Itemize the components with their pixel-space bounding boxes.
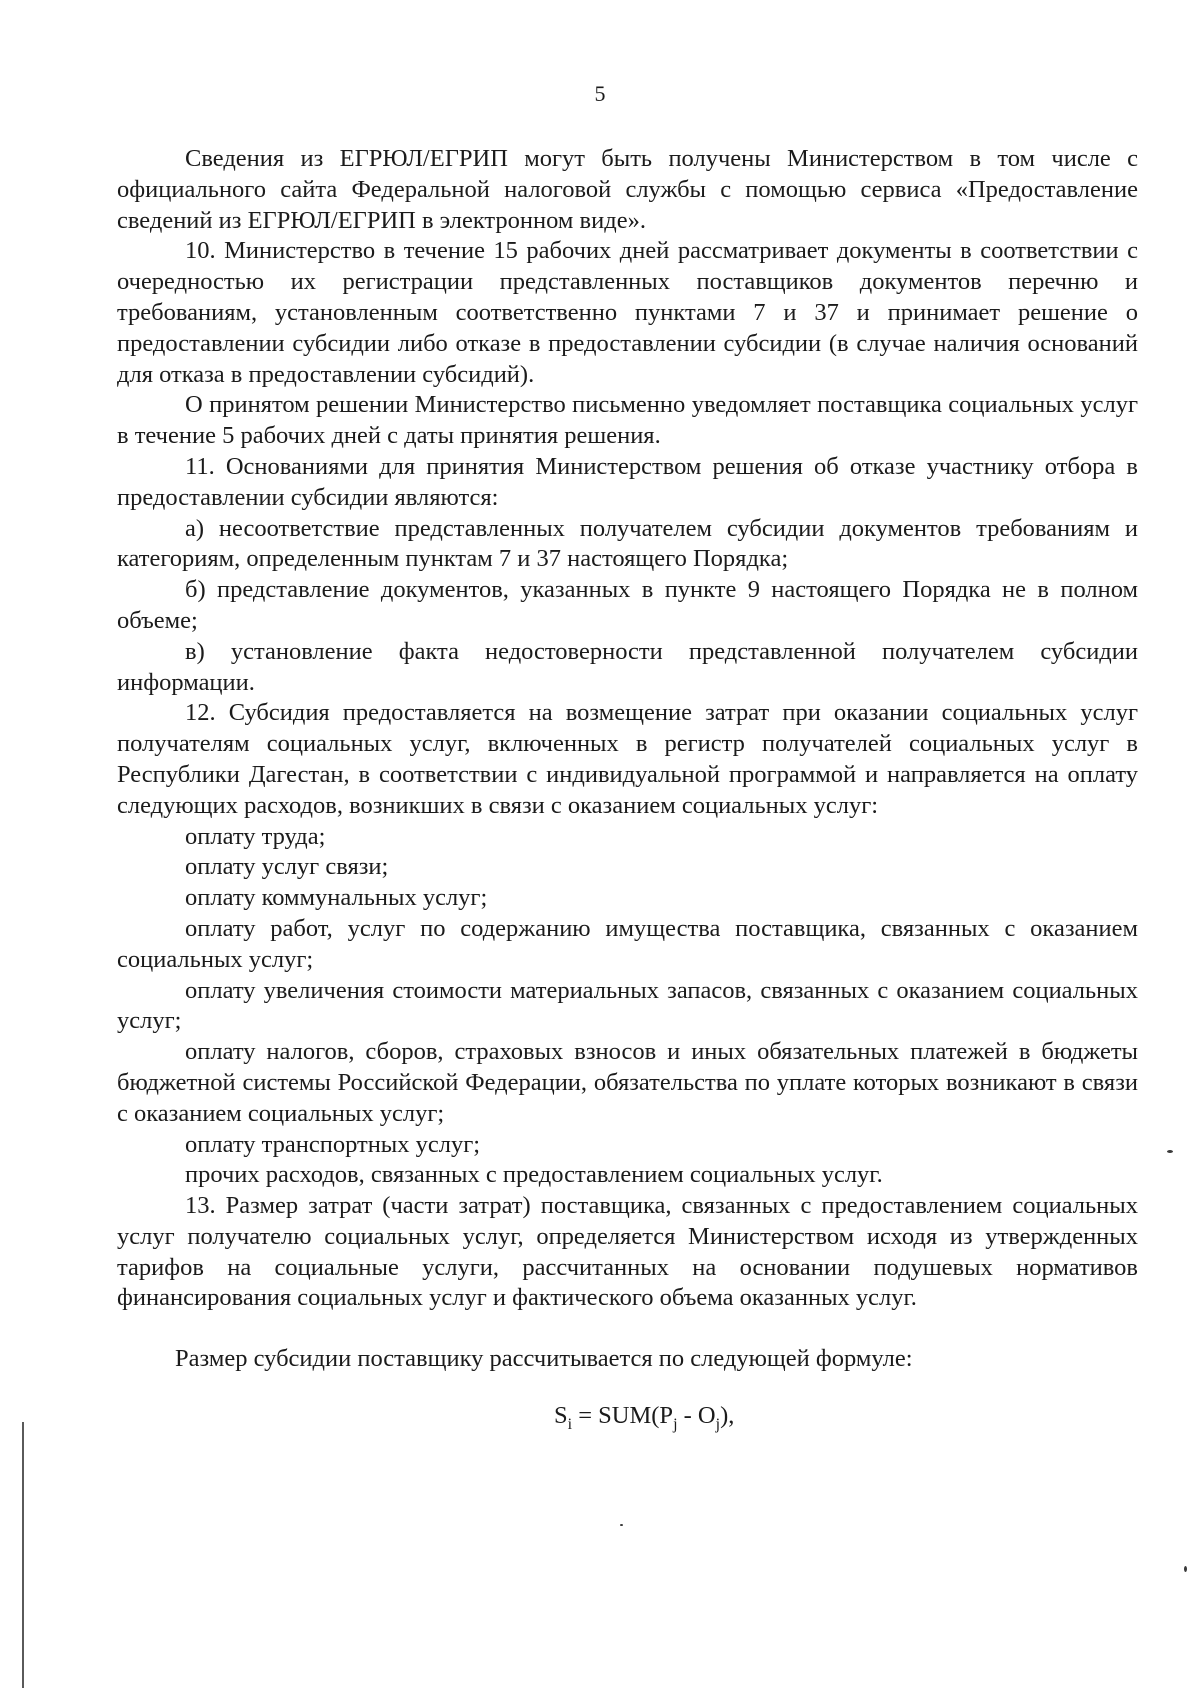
- paragraph-10: 10. Министерство в течение 15 рабочих дней рассматривает документы в соответствии с очередностью их регистрации представленных поставщиков документов перечню и требованиям, установленным соответственно пунктами 7 и 37 и принимает решение о предоставлении субсидии либо отказе в предоставлении субсидии (в случае наличия оснований для отказа в предоставлении субсидий).: [117, 237, 1138, 388]
- expense-item: оплату работ, услуг по содержанию имущества поставщика, связанных с оказанием социальных услуг;: [117, 914, 1138, 973]
- expense-item: оплату налогов, сборов, страховых взносов и иных обязательных платежей в бюджеты бюджетной системы Российской Федерации, обязательства по уплате которых возникают в связи с оказанием социальных услуг;: [117, 1038, 1138, 1127]
- expense-item: прочих расходов, связанных с предоставлением социальных услуг.: [185, 1161, 883, 1189]
- expense-item: оплату коммунальных услуг;: [185, 884, 488, 912]
- formula-intro: Размер субсидии поставщику рассчитывается по следующей формуле:: [175, 1345, 913, 1373]
- formula-sub-j: j: [715, 1415, 721, 1433]
- scan-speck: [620, 1524, 623, 1526]
- formula-s: S: [554, 1402, 568, 1430]
- formula-sub-i: i: [567, 1415, 573, 1433]
- paragraph-13: 13. Размер затрат (части затрат) поставщика, связанных с предоставлением социальных услуг получателю социальных услуг, определяется Министерством исходя из утвержденных тарифов на социальные услуги, рассчитанных на основании подушевых нормативов финансирования социальных услуг и фактического объема оказанных услуг.: [117, 1192, 1138, 1312]
- scan-speck: [1167, 1150, 1173, 1153]
- expense-item: оплату услуг связи;: [185, 853, 389, 881]
- paragraph-11-b: б) представление документов, указанных в пункте 9 настоящего Порядка не в полном объеме;: [117, 576, 1138, 634]
- expense-item: оплату транспортных услуг;: [185, 1130, 481, 1158]
- expense-item: оплату увеличения стоимости материальных запасов, связанных с оказанием социальных услуг;: [117, 976, 1138, 1035]
- formula-tail: ),: [720, 1402, 735, 1430]
- scan-speck: [1184, 1566, 1187, 1572]
- formula-sub-j: j: [673, 1415, 678, 1433]
- paragraph-11-v: в) установление факта недостоверности представленной получателем субсидии информации.: [117, 637, 1138, 696]
- paragraph-10-notice: О принятом решении Министерство письменно уведомляет поставщика социальных услуг в течение 5 рабочих дней с даты принятия решения.: [117, 391, 1138, 450]
- page-number: 5: [594, 81, 606, 106]
- paragraph-11-a: а) несоответствие представленных получателем субсидии документов требованиям и категориям, определенным пунктам 7 и 37 настоящего Порядка;: [117, 514, 1138, 573]
- paragraph-11: 11. Основаниями для принятия Министерством решения об отказе участнику отбора в предоставлении субсидии являются:: [117, 452, 1138, 511]
- paragraph-12: 12. Субсидия предоставляется на возмещение затрат при оказании социальных услуг получателям социальных услуг, включенных в регистр получателей социальных услуг в Республики Дагестан, в соответствии с индивидуальной программой и направляется на оплату следующих расходов, возникших в связи с оказанием социальных услуг:: [117, 699, 1138, 819]
- formula-minus: - O: [677, 1402, 716, 1430]
- document-body: [117, 144, 1138, 1441]
- scan-edge-line: [22, 1422, 24, 1688]
- expense-item: оплату труда;: [185, 822, 326, 850]
- paragraph-egrul-info: Сведения из ЕГРЮЛ/ЕГРИП могут быть получены Министерством в том числе с официального сайта Федеральной налоговой службы с помощью сервиса «Предоставление сведений из ЕГРЮЛ/ЕГРИП в электронном виде».: [117, 145, 1138, 234]
- formula-sum: = SUM(P: [572, 1402, 674, 1430]
- subsidy-formula: [117, 1401, 1138, 1441]
